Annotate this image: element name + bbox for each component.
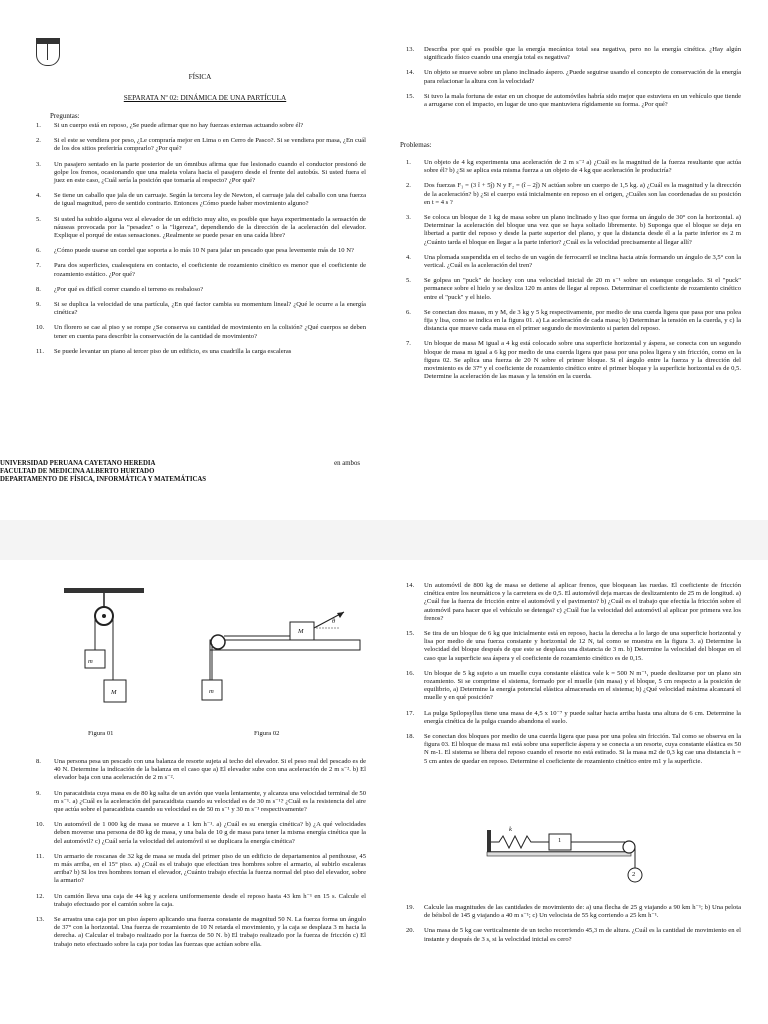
problem-item: 20. Una masa de 5 kg cae verticalmente de un techo recorriendo 45,3 m de altura. ¿Cuál es la cantidad de movimiento en el instante y después de 3 s, si la velocidad inicial es cero? <box>406 927 741 943</box>
course-title: FÍSICA <box>188 73 212 81</box>
problem-item: 7. Un bloque de masa M igual a 4 kg está colocado sobre una superficie horizontal y áspera, se conecta con un segundo bloque de masa m igual a 6 kg por medio de una cuerda ligera que pasa por una polea ligera y sin fricción, como en la figura 02. Se aplica una fuerza de 20 N sobre el primer bloque. Si el ángulo entre la fuerza y la dirección del movimiento es de 37° y el coeficiente de rozamiento cinético entre el primer bloque y la superficie horizontal es de 0,5. Determine la aceleración de las masas y la tensión en la cuerda. <box>406 340 741 381</box>
question-item: 14. Un objeto se mueve sobre un plano inclinado áspero. ¿Puede seguirse usando el concepto de conservación de la energía para relacionar la altura con la velocidad? <box>406 69 741 85</box>
mass-label: m <box>209 688 214 695</box>
angle-label: θ <box>332 618 336 625</box>
problem-item: 12. Un camión lleva una caja de 44 kg y acelera uniformemente desde el reposo hasta 43 km h⁻¹ en 15 s. Calcule el trabajo efectuado por el camión sobre la caja. <box>36 892 366 908</box>
problem-item: 19. Calcule las magnitudes de las cantidades de movimiento de: a) una flecha de 25 g viajando a 90 km h⁻¹; b) Una pelota de béisbol de 145 g viajando a 40 m s⁻¹; c) Un velocista de 55 kg corriendo a 25 km h⁻¹. <box>406 904 741 920</box>
university-line: FACULTAD DE MEDICINA ALBERTO HURTADO <box>0 468 155 475</box>
overlap-fragment: en ambos <box>334 460 360 467</box>
question-item: 11. Se puede levantar un piano al tercer piso de un edificio, es una cuadrilla la carga escaleras <box>36 347 292 355</box>
problems-list-right <box>406 159 741 388</box>
spring-icon <box>491 836 549 848</box>
block-1-label: 1 <box>558 837 562 844</box>
question-item: 1. Si un cuerpo está en reposo, ¿Se puede afirmar que no hay fuerzas externas actuando sobre él? <box>36 122 304 129</box>
ceiling-bar <box>64 588 144 593</box>
question-item: 5. Si usted ha subido alguna vez al elevador de un edificio muy alto, es posible que haya experimentado la sensación de náuseas provocada por la "pesadez" o la "ligereza", dependiendo de la dirección de la aceleración del elevador. Explique el porqué de estas sensaciones. ¿Realmente se puede pesar en una caída libre? <box>36 215 366 240</box>
problem-item: 3. Se coloca un bloque de 1 kg de masa sobre un plano inclinado y liso que forma un ángulo de 30° con la horizontal. a) Determinar la aceleración del bloque una vez que se haya soltado libremente. b) Suponga que el bloque se deja en libertad a partir del reposo y desde la parte superior del plano, y que la distancia desde él a la parte inferior es 2 m ¿Cuánto tarda el bloque en llegar a la parte inferior? ¿Cuál es la velocidad precisamente al llegar allí? <box>406 214 741 246</box>
problem-item: 14. Un automóvil de 800 kg de masa se detiene al aplicar frenos, que bloquean las ruedas. El coeficiente de fricción cinética entre los neumáticos y la carretera es de 0,5. El automóvil deja marcas de deslizamiento de 25 m de longitud. a) ¿Cuál fue la fuerza de fricción entre el automóvil y el pavimento? b) ¿Cuál es el trabajo que efectúa la fricción sobre el automóvil para hacer que el vehículo se detenga? c) ¿Cuál fue la velocidad del automóvil al aplicar por primera vez los frenos? <box>406 582 741 622</box>
mass-label: M <box>111 689 117 696</box>
questions-list-right <box>406 46 741 116</box>
question-item: 10. Un florero se cae al piso y se rompe ¿Se conserva su cantidad de movimiento en la colisión? ¿Qué cuerpos se deben tener en cuenta para describir la conservación de la cantidad de movimiento? <box>36 324 366 340</box>
separata-title: SEPARATA Nº 02: DINÁMICA DE UNA PARTÍCULA <box>123 94 287 102</box>
problem-item: 10. Un automóvil de 1 000 kg de masa se mueve a 1 km h⁻¹. a) ¿Cuál es su energía cinética? b) ¿A qué velocidades deben moverse una persona de 80 kg de masa, y una bala de 10 g de masa para tener la misma energía cinética que la del automóvil? c) ¿Cuál sería la velocidad del automóvil si se duplicara la energía cinética? <box>36 821 366 845</box>
question-item: 9. Si se duplica la velocidad de una partícula, ¿En qué factor cambia su momentum lineal? ¿Qué le ocurre a la energía cinética? <box>36 301 366 317</box>
questions-list-left <box>36 122 366 363</box>
university-line: DEPARTAMENTO DE FÍSICA, INFORMÁTICA Y MATEMÁTICAS <box>0 476 207 483</box>
university-crest-icon <box>36 38 60 66</box>
question-item: 13. Describa por qué es posible que la energía mecánica total sea negativa, pero no la energía cinética. ¿Hay algún significado físico cuando una energía total es negativa? <box>406 46 741 62</box>
preguntas-heading: Preguntas: <box>50 112 80 120</box>
wall <box>487 830 491 852</box>
problem-item: 2. Dos fuerzas F₁ = (3 î + 5ĵ) N y F₂ = (î – 2ĵ) N actúan sobre un cuerpo de 1,5 kg. a) ¿Cuál es la magnitud y la dirección de la aceleración? b) ¿Si el cuerpo está inicialmente en reposo en el origen, ¿Cuáles son las coordenadas de su posición en t = 4 s ? <box>406 182 741 206</box>
mass-label: m <box>88 658 93 665</box>
problem-item: 1. Un objeto de 4 kg experimenta una aceleración de 2 m s⁻² a) ¿Cuál es la magnitud de la fuerza resultante que actúa sobre él? b) ¿Si se aplica esta misma fuerza a un objeto de 4 kg que aceleración le produciría? <box>406 159 741 175</box>
problem-item: 6. Se conectan dos masas, m y M, de 3 kg y 5 kg respectivamente, por medio de una cuerda ligera que pasa por una polea fija y lisa, como se indica en la figura 01. a) La aceleración de cada masa; b) Determinar la tensión en la cuerda, y c) la distancia que mueve cada masa en el primer segundo de movimiento si parten del reposo. <box>406 308 741 333</box>
problem-item: 8. Una persona pesa un pescado con una balanza de resorte sujeta al techo del elevador. Si el peso real del pescado es de 40 N. Determine la indicación de la balanza en el caso que a) El elevador sube con una aceleración de 2 m s⁻². b) El elevador baja con una aceleración de 2 m s⁻². <box>36 758 366 782</box>
problem-item: 18. Se conectan dos bloques por medio de una cuerda ligera que pasa por una polea sin fricción. Tal como se observa en la figura 03. El bloque de masa m1 está sobre una superficie áspera y se conecta a un resorte, cuya constante elástica es 50 N m-1. El sistema se libera del reposo cuando el resorte no está estirado. Si la masa m2 de 0,3 kg cae una distancia h = 5 cm antes de quedar en reposo. Determine el coeficiente de rozamiento cinético entre m1 y la superficie. <box>406 733 741 765</box>
problem-item: 5. Se golpea un "puck" de hockey con una velocidad inicial de 20 m s⁻¹ sobre un estanque congelado. Si el "puck" permanece sobre el hielo y se desliza 120 m antes de llegar al reposo. Determinar el coeficiente de rozamiento cinético entre el "puck" y el hielo. <box>406 277 741 301</box>
problem-item: 15. Se tira de un bloque de 6 kg que inicialmente está en reposo, hacia la derecha a lo largo de una superficie horizontal y lisa por medio de una fuerza constante y horizontal de 12 N, tal como se muestra en la figura 3. a) Determine la velocidad del bloque después de que este se desplaza una distancia de 3 m. b) Determine la velocidad del bloque en el caso que la superficie sea áspera y el coeficiente de rozamiento cinético es de 0,15. <box>406 630 741 662</box>
problems-list-right-bottom-2 <box>406 904 741 951</box>
question-item: 3. Un pasajero sentado en la parte posterior de un ómnibus afirma que fue lesionado cuando el conductor presionó de golpe los frenos, ocasionando que una maleta volara hacia el pasajero desde el frente del autobús. Si usted fuera el juez en este caso, ¿Cuál sería la posición que tomaría al respecto? ¿Por qué? <box>36 160 366 185</box>
problem-item: 13. Se arrastra una caja por un piso áspero aplicando una fuerza constante de magnitud 50 N. La fuerza forma un ángulo de 37° con la horizontal. Una fuerza de rozamiento de 10 N retarda el movimiento, y la caja se desplaza 3 m hacia la derecha. a) Calcular el trabajo realizado por la fuerza de 50 N. b) El trabajo realizado por la fuerza de fricción c) El trabajo neto efectuado sobre la caja por todas las fuerzas que actúan sobre ella. <box>36 916 366 948</box>
figure-02-caption: Figura 02 <box>254 730 280 737</box>
problem-item: 16. Un bloque de 5 kg sujeto a un muelle cuya constante elástica vale k = 500 N m⁻¹, puede deslizarse por un plano sin rozamiento. Si se comprime el sistema, formado por el muelle (sin masa) y el bloque, 5 cm respecto a la posición de equilibrio, a) Determine la energía potencial elástica almacenada en el sistema; b) ¿Qué velocidad máxima alcanzará el muelle y en qué posición? <box>406 669 741 702</box>
table-surface <box>210 640 360 650</box>
page-gap <box>0 520 768 560</box>
figure-01-caption: Figura 01 <box>88 730 114 737</box>
question-item: 6. ¿Cómo puede usarse un cordel que soporta a lo más 10 N para jalar un pescado que pesa levemente más de 10 N? <box>36 247 354 255</box>
problem-item: 11. Un armario de roscanas de 32 kg de masa se muda del primer piso de un edificio de departamentos al penthouse, 45 m más arriba, en el 15° piso. a) ¿Cuál es el trabajo que efectúan tres hombres sobre el armario, al subirlo escaleras arriba? b) Si los tres hombres toman el elevador, ¿Cuánto trabajo efectúa la fuerza normal del piso del elevador, sobre la armario? <box>36 852 366 885</box>
pulley-icon <box>211 635 225 649</box>
question-item: 15. Si tuvo la mala fortuna de estar en un choque de automóviles habría sido mejor que estuviera en un vehículo que tiende a arrugarse con el impacto, en lugar de uno que mantuviera rígidamente su forma. ¿Por qué? <box>406 92 741 109</box>
question-item: 8. ¿Por qué es difícil correr cuando el terreno es resbaloso? <box>36 285 204 293</box>
problemas-heading: Problemas: <box>400 141 432 149</box>
university-line: UNIVERSIDAD PERUANA CAYETANO HEREDIA <box>0 460 156 467</box>
question-item: 4. Se tiene un caballo que jala de un carruaje. Según la tercera ley de Newton, el carruaje jala del caballo con una fuerza de igual magnitud, pero de sentido contrario. Entonces ¿Cómo puede haber movimiento alguno? <box>36 192 366 208</box>
problem-item: 4. Una plomada suspendida en el techo de un vagón de ferrocarril se inclina hacia atrás formando un ángulo de 3,5° con la vertical. ¿Cuál es la aceleración del tren? <box>406 253 741 270</box>
problem-item: 17. La pulga Spilopsyllus tiene una masa de 4,5 x 10⁻⁷ y puede saltar hacia arriba hasta una altura de 6 cm. Determine la energía cinética de la pulga cuando abandona el suelo. <box>406 709 741 725</box>
problem-item: 9. Un paracaidista cuya masa es de 80 kg salta de un avión que vuela lentamente, y alcanza una velocidad terminal de 50 m s⁻¹. a) ¿Cuál es la aceleración del paracaidista cuando su velocidad es de 30 m s⁻¹? ¿Cuál es la resistencia del aire que actúa sobre el paracaidista cuando su velocidad es de 50 m s⁻¹ y 30 m s⁻¹ respectivamente? <box>36 789 366 814</box>
figure-diagram <box>40 580 370 750</box>
question-item: 2. Si el este se vendiera por peso, ¿Le compraría mejor en Lima o en Cerro de Pasco?. Si se vendiera por masa, ¿En cuál de los dos sitios preferiría comprarlo? ¿Por qué? <box>36 137 366 153</box>
figure-03 <box>485 820 655 890</box>
university-header <box>0 460 370 484</box>
figures-01-02 <box>40 580 370 750</box>
pulley-icon <box>623 841 635 853</box>
spring-k-label: k <box>509 826 512 833</box>
block-2-label: 2 <box>632 871 636 878</box>
problems-list-right-bottom <box>406 582 741 773</box>
question-item: 7. Para dos superficies, cualesquiera en contacto, el coeficiente de rozamiento cinético es menor que el coeficiente de rozamiento estático. ¿Por qué? <box>36 262 366 278</box>
problems-list-left-bottom <box>36 758 366 956</box>
mass-label: M <box>298 628 304 635</box>
